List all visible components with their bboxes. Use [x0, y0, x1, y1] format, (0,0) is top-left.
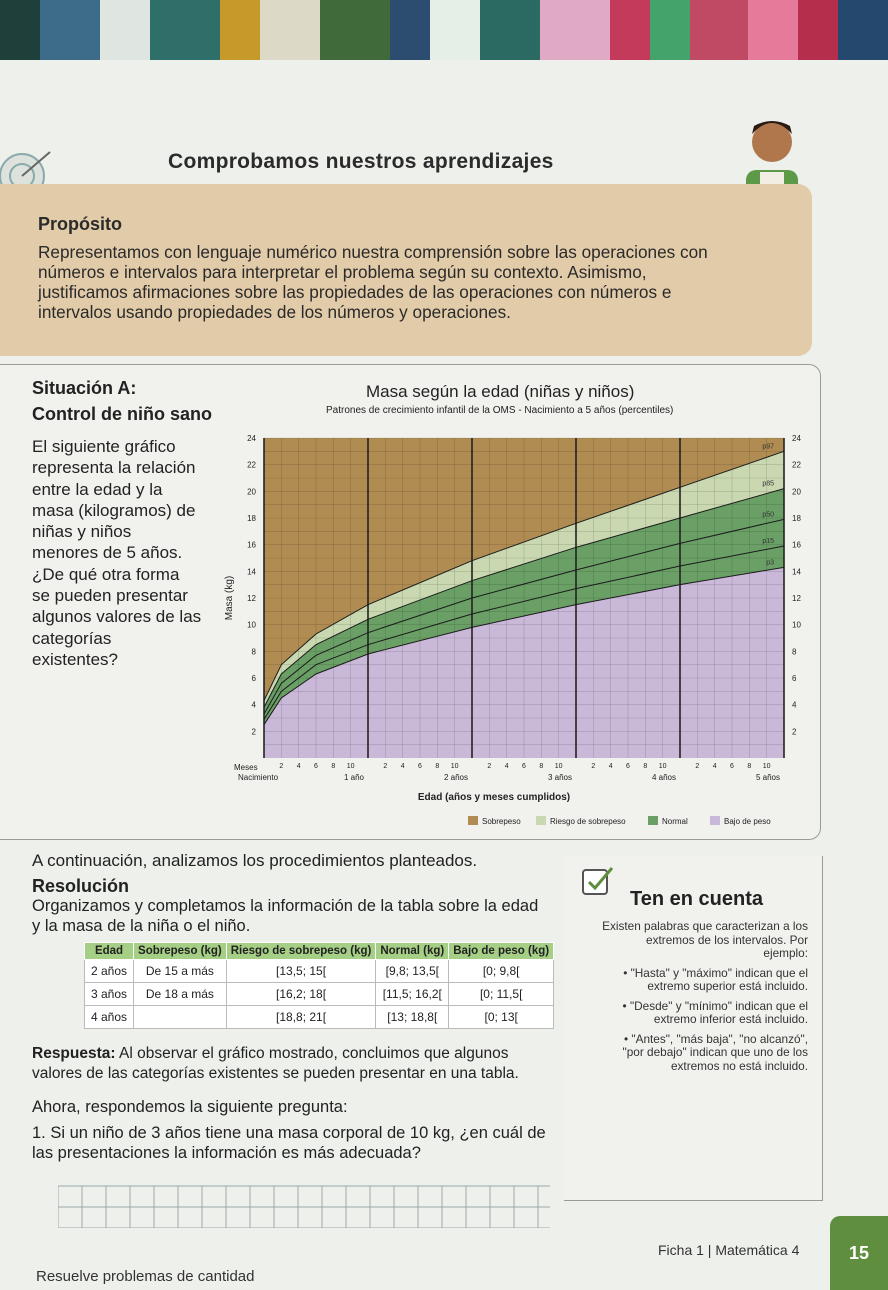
answer-label: Respuesta:: [32, 1045, 116, 1062]
percentile-label: p50: [762, 511, 774, 519]
month-tick-label: 8: [539, 763, 544, 770]
table-cell: [13; 18,8[: [376, 1006, 449, 1029]
page-number: 15: [830, 1216, 888, 1290]
purpose-title: Propósito: [38, 214, 122, 234]
y-tick-label-right: 20: [792, 487, 801, 497]
month-tick-label: 8: [747, 763, 752, 770]
month-tick-label: 4: [712, 763, 717, 770]
y-tick-label: 22: [247, 460, 256, 470]
month-tick-label: 10: [346, 763, 355, 770]
growth-chart: [218, 422, 808, 832]
month-tick-label: 2: [279, 763, 284, 770]
legend-swatch: [468, 816, 478, 825]
legend-label: Bajo de peso: [724, 817, 771, 826]
x-axis-label: Edad (años y meses cumplidos): [417, 792, 571, 803]
y-tick-label-right: 4: [792, 700, 797, 710]
y-tick-label: 16: [247, 540, 256, 550]
y-tick-label-right: 24: [792, 434, 801, 443]
y-tick-label: 8: [251, 647, 256, 657]
month-tick-label: 8: [643, 763, 648, 770]
y-tick-label: 12: [247, 594, 256, 603]
month-tick-label: 2: [591, 763, 596, 770]
month-tick-label: 6: [626, 763, 630, 770]
table-header: Normal (kg): [376, 943, 449, 960]
page-title: Comprobamos nuestros aprendizajes: [168, 150, 554, 173]
footer-sheet: Ficha 1 | Matemática 4: [658, 1242, 800, 1258]
table-header: Bajo de peso (kg): [449, 943, 554, 960]
year-label: 5 años: [755, 773, 780, 782]
percentile-label: p15: [762, 538, 774, 545]
month-tick-label: 4: [296, 763, 301, 770]
y-axis-label: Masa (kg): [224, 575, 235, 621]
table-cell: [11,5; 16,2[: [376, 983, 449, 1006]
table-row: [85, 1006, 554, 1029]
y-tick-label-right: 18: [792, 514, 801, 523]
checkbox-icon: [580, 864, 616, 900]
situation-text: El siguiente gráfico representa la relación entre la edad y la masa (kilogramos) de niñas y niños menores de 5 años. ¿De qué otra forma se pueden presentar algunos valores de las categorías existentes?: [32, 437, 202, 669]
y-tick-label-right: 6: [792, 674, 797, 683]
y-tick-label: 2: [251, 727, 256, 737]
chart-subtitle: Patrones de crecimiento infantil de la OMS - Nacimiento a 5 años (percentiles): [326, 405, 674, 416]
question-text: 1. Si un niño de 3 años tiene una masa corporal de 10 kg, ¿en cuál de las presentaciones la información es más adecuada?: [32, 1124, 546, 1162]
table-row: [85, 983, 554, 1006]
table-cell: 3 años: [85, 983, 134, 1006]
tip-title: Ten en cuenta: [630, 888, 763, 910]
table-cell: [13,5; 15[: [226, 960, 376, 983]
chart-title: Masa según la edad (niñas y niños): [366, 382, 635, 401]
y-tick-label: 10: [247, 620, 256, 630]
table-header: Sobrepeso (kg): [134, 943, 227, 960]
month-tick-label: 4: [400, 763, 405, 770]
resolution-title: Resolución: [32, 876, 130, 896]
y-tick-label: 18: [247, 514, 256, 523]
tip-bullet: • "Antes", "más baja", "no alcanzó", "por debajo" indican que uno de los extremos no está incluido.: [622, 1031, 808, 1073]
month-tick-label: 10: [658, 763, 667, 770]
y-tick-label: 24: [247, 434, 256, 443]
month-tick-label: 2: [695, 763, 700, 770]
legend-swatch: [710, 816, 720, 825]
y-tick-label: 6: [251, 674, 256, 683]
table-cell: 2 años: [85, 960, 134, 983]
y-tick-label-right: 22: [792, 460, 801, 470]
tip-bullet: • "Desde" y "mínimo" indican que el extremo inferior está incluido.: [622, 998, 808, 1026]
month-tick-label: 10: [450, 763, 459, 770]
table-row: [85, 960, 554, 983]
table-cell: De 18 a más: [134, 983, 227, 1006]
month-tick-label: 6: [730, 763, 734, 770]
y-tick-label-right: 2: [792, 727, 797, 737]
table-cell: [18,8; 21[: [226, 1006, 376, 1029]
table-cell: [0; 9,8[: [449, 960, 554, 983]
month-tick-label: 4: [608, 763, 613, 770]
decorative-banner: [0, 0, 888, 68]
year-label: 4 años: [651, 773, 676, 782]
answer-grid[interactable]: [58, 1170, 550, 1228]
answer-text: Al observar el gráfico mostrado, concluimos que algunos valores de las categorías existentes se pueden presentar en una tabla.: [32, 1045, 519, 1082]
year-label: 2 años: [443, 773, 468, 782]
table-cell: [0; 11,5[: [449, 983, 554, 1006]
table-header: Riesgo de sobrepeso (kg): [226, 943, 376, 960]
percentile-label: p97: [762, 443, 774, 451]
legend-swatch: [536, 816, 546, 825]
table-cell: [134, 1006, 227, 1029]
y-tick-label: 4: [251, 700, 256, 710]
month-tick-label: 6: [522, 763, 526, 770]
analysis-text: A continuación, analizamos los procedimientos planteados.: [32, 851, 478, 870]
y-tick-label-right: 12: [792, 594, 801, 603]
situation-title: Situación A:: [32, 378, 137, 398]
table-cell: 4 años: [85, 1006, 134, 1029]
tip-bullet: • "Hasta" y "máximo" indican que el extremo superior está incluido.: [623, 965, 808, 993]
table-header: Edad: [85, 943, 134, 960]
y-tick-label: 14: [247, 567, 256, 577]
answer-paragraph: [32, 1044, 552, 1084]
month-tick-label: 8: [435, 763, 440, 770]
y-tick-label-right: 16: [792, 540, 801, 550]
y-tick-label-right: 14: [792, 567, 801, 577]
month-tick-label: 8: [331, 763, 336, 770]
situation-subtitle: Control de niño sano: [32, 404, 212, 424]
intervals-table: [84, 942, 554, 1029]
table-cell: [9,8; 13,5[: [376, 960, 449, 983]
question-heading: Ahora, respondemos la siguiente pregunta:: [32, 1098, 348, 1116]
tip-body: [600, 920, 808, 1079]
percentile-label: p3: [766, 559, 774, 567]
table-cell: [16,2; 18[: [226, 983, 376, 1006]
month-tick-label: 10: [554, 763, 563, 770]
purpose-text: Representamos con lenguaje numérico nuestra comprensión sobre las operaciones con números e intervalos para interpretar el problema según su contexto. Asimismo, justificamos afirmaciones sobre las propiedades de las operaciones con números e intervalos usando propiedades de los números y operaciones.: [38, 242, 708, 322]
table-cell: [0; 13[: [449, 1006, 554, 1029]
resolution-text: Organizamos y completamos la información de la tabla sobre la edad y la masa de la niña o el niño.: [32, 897, 539, 935]
legend-swatch: [648, 816, 658, 825]
month-tick-label: 6: [418, 763, 422, 770]
legend-label: Sobrepeso: [482, 817, 521, 826]
tip-intro: Existen palabras que caracterizan a los extremos de los intervalos. Por ejemplo:: [602, 919, 808, 960]
month-tick-label: 2: [383, 763, 388, 770]
x-label-nacimiento: Nacimiento: [238, 773, 279, 782]
footer-competence: Resuelve problemas de cantidad: [36, 1268, 255, 1285]
table-header-row: [85, 943, 554, 960]
y-tick-label-right: 10: [792, 620, 801, 630]
percentile-label: p85: [762, 480, 774, 488]
legend-label: Riesgo de sobrepeso: [550, 817, 626, 826]
year-label: 1 año: [343, 773, 364, 782]
x-label-meses: Meses: [234, 763, 258, 772]
legend-label: Normal: [662, 817, 688, 826]
month-tick-label: 2: [487, 763, 492, 770]
month-tick-label: 4: [504, 763, 509, 770]
y-tick-label-right: 8: [792, 647, 797, 657]
month-tick-label: 6: [314, 763, 318, 770]
year-label: 3 años: [547, 773, 572, 782]
table-cell: De 15 a más: [134, 960, 227, 983]
y-tick-label: 20: [247, 487, 256, 497]
month-tick-label: 10: [762, 763, 771, 770]
